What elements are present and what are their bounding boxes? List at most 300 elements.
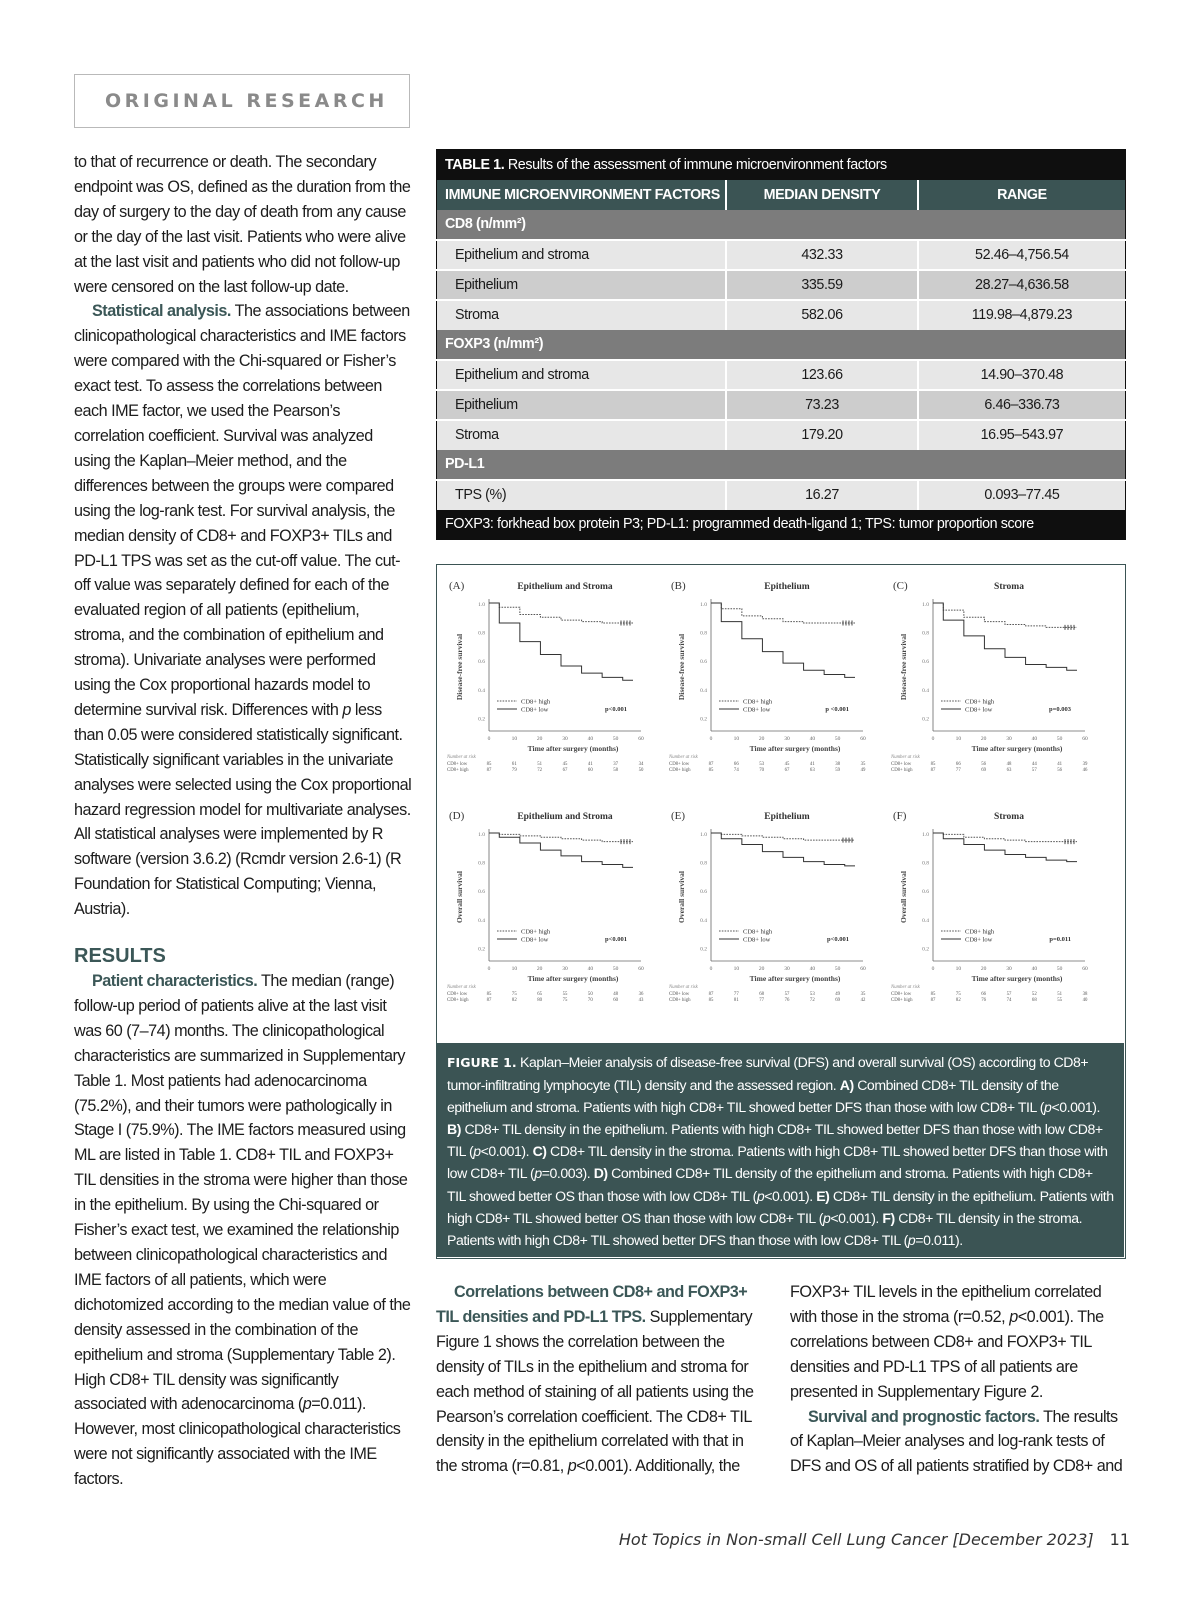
risk-row-high-label: CD8+ high [447, 998, 469, 1003]
risk-low-value: 48 [1006, 762, 1012, 767]
panel-title: Epithelium [764, 812, 810, 822]
risk-low-value: 77 [733, 992, 739, 997]
x-tick-label: 0 [709, 966, 713, 972]
left-column [74, 150, 412, 1492]
x-tick-label: 50 [834, 736, 841, 742]
risk-high-value: 63 [1006, 768, 1012, 773]
y-axis-title: Disease-free survival [455, 633, 464, 701]
correlations-heading: Correlations between CD8+ and FOXP3+ TIL densities and PD-L1 TPS. [436, 1283, 748, 1326]
risk-high-value: 67 [784, 768, 790, 773]
caption-text: CD8+ TIL density in the stroma. Patients with high CD8+ TIL showed better DFS than those with low CD8+ TIL ( [447, 1209, 1083, 1248]
table-row [437, 270, 1126, 300]
risk-low-value: 85 [486, 762, 492, 767]
y-tick-label: 0.6 [922, 889, 929, 896]
risk-low-value: 87 [708, 992, 714, 997]
stat-text-b: less than 0.05 were considered statistically significant. Statistically significant variables in the univariate analyses were selected using the Cox proportional hazard regression model for multivariate analyses. All statistical analyses were implemented by R software (version 3.6.2) (Rcmdr version 2.6-1) (R Foundation for Statistical Computing; Vienna, Austria). [74, 700, 412, 919]
table-1-grid [436, 149, 1126, 540]
x-axis-title: Time after surgery (months) [749, 744, 841, 753]
risk-high-value: 76 [981, 998, 987, 1003]
risk-low-value: 38 [835, 762, 841, 767]
col-header-range: RANGE [918, 180, 1126, 210]
foxp3-p: p [1009, 1307, 1018, 1326]
caption-panel-letter: D) [593, 1165, 608, 1182]
risk-low-value: 34 [638, 762, 644, 767]
y-tick-label: 0.8 [922, 860, 929, 867]
risk-low-value: 65 [537, 992, 543, 997]
risk-low-value: 37 [613, 762, 619, 767]
p-value-label: p<0.001 [605, 936, 627, 943]
risk-low-value: 61 [511, 762, 517, 767]
col-header-factor: IMMUNE MICROENVIRONMENT FACTORS [437, 180, 727, 210]
y-tick-label: 0.4 [478, 917, 485, 924]
caption-panel-letter: C) [532, 1143, 547, 1160]
y-tick-label: 0.2 [478, 716, 485, 723]
risk-high-value: 77 [759, 998, 765, 1003]
caption-text: =0.003). [541, 1165, 594, 1182]
journal-title: Hot Topics in Non-small Cell Lung Cancer [December 2023] [618, 1530, 1094, 1549]
table-cell-range: 16.95–543.97 [918, 420, 1126, 450]
risk-low-value: 57 [1006, 992, 1012, 997]
section-label-box [74, 74, 410, 128]
risk-high-value: 87 [486, 998, 492, 1003]
curve-cd8-high [711, 603, 855, 623]
risk-low-value: 51 [1057, 992, 1063, 997]
risk-high-value: 70 [587, 998, 593, 1003]
risk-low-value: 53 [809, 992, 815, 997]
x-tick-label: 10 [511, 966, 518, 972]
x-axis-title: Time after surgery (months) [971, 744, 1063, 753]
risk-low-value: 87 [708, 762, 714, 767]
table-row [437, 420, 1126, 450]
legend-label-low: CD8+ low [743, 706, 771, 714]
panel-title: Stroma [994, 812, 1024, 822]
risk-high-value: 70 [759, 768, 765, 773]
caption-text: CD8+ TIL density in the epithelium. Patients with high CD8+ TIL showed better DFS than those with low CD8+ TIL ( [447, 1121, 1103, 1160]
curve-cd8-low [711, 603, 855, 677]
caption-text: <0.001). [764, 1187, 817, 1204]
x-tick-label: 0 [931, 966, 935, 972]
p-value-label: p<0.001 [827, 936, 849, 943]
risk-high-value: 82 [511, 998, 517, 1003]
risk-row-high-label: CD8+ high [669, 998, 691, 1003]
legend-label-high: CD8+ high [965, 928, 995, 936]
stat-p: p [342, 700, 351, 719]
table-cell-range: 52.46–4,756.54 [918, 240, 1126, 270]
panel-title: Epithelium and Stroma [517, 812, 613, 822]
p-value-label: p=0.011 [1049, 936, 1071, 943]
y-axis-title: Disease-free survival [677, 633, 686, 701]
caption-text: CD8+ TIL density in the epithelium. Patients with high CD8+ TIL showed better OS than those with low CD8+ TIL ( [447, 1187, 1114, 1226]
risk-high-value: 68 [1031, 998, 1037, 1003]
table-cell-median: 432.33 [726, 240, 918, 270]
x-tick-label: 30 [562, 966, 568, 972]
caption-panel-letter: B) [447, 1121, 461, 1138]
x-tick-label: 40 [809, 966, 816, 972]
x-tick-label: 30 [784, 736, 790, 742]
risk-table-title: Number at risk [669, 755, 698, 760]
page-footer [600, 1530, 1130, 1549]
table-cell-median: 16.27 [726, 480, 918, 510]
y-tick-label: 0.6 [922, 659, 929, 666]
risk-low-value: 56 [981, 762, 987, 767]
panel-letter: (D) [449, 810, 465, 822]
caption-text: <0.001). [1051, 1099, 1100, 1116]
risk-high-value: 63 [809, 768, 815, 773]
page-number: 11 [1109, 1530, 1130, 1549]
endpoint-text: to that of recurrence or death. The secondary endpoint was OS, defined as the duration from the day of surgery to the day of death from any cause or the day of the last visit. Patients who were alive at the last visit and patients who did not follow-up were censored on the last follow-up date. [74, 153, 411, 296]
risk-low-value: 57 [784, 992, 790, 997]
table-group-row [437, 450, 1126, 480]
risk-row-high-label: CD8+ high [891, 768, 913, 773]
x-tick-label: 30 [562, 736, 568, 742]
table-1 [436, 149, 1126, 540]
correlations-text-a: Supplementary Figure 1 shows the correlation between the density of TILs in the epithelium and stroma for each method of staining of all patients using the Pearson’s correlation coefficient. The CD8+ TIL density in the epithelium correlated with that in the stroma (r=0.81, [436, 1307, 754, 1476]
table-cell-label: Stroma [437, 300, 727, 330]
table-footnote: FOXP3: forkhead box protein P3; PD-L1: programmed death-ligand 1; TPS: tumor proportion score [437, 510, 1126, 540]
x-tick-label: 0 [709, 736, 713, 742]
risk-low-value: 35 [860, 762, 866, 767]
risk-high-value: 43 [638, 998, 644, 1003]
y-tick-label: 1.0 [700, 832, 707, 838]
y-tick-label: 0.4 [922, 687, 929, 694]
risk-row-low-label: CD8+ low [669, 762, 690, 767]
risk-low-value: 41 [587, 762, 593, 767]
y-tick-label: 0.8 [700, 860, 707, 867]
legend-label-high: CD8+ high [743, 698, 773, 706]
risk-table-title: Number at risk [447, 985, 476, 990]
endpoint-paragraph [74, 150, 412, 299]
risk-low-value: 85 [930, 992, 936, 997]
section-label: ORIGINAL RESEARCH [105, 90, 388, 112]
y-tick-label: 0.8 [478, 860, 485, 867]
caption-panel-letter: A) [839, 1077, 854, 1094]
y-tick-label: 0.8 [700, 630, 707, 637]
x-tick-label: 60 [1082, 966, 1088, 972]
risk-high-value: 49 [860, 768, 866, 773]
table-group-row [437, 210, 1126, 240]
panel-title: Stroma [994, 582, 1024, 592]
x-tick-label: 40 [809, 736, 816, 742]
legend-label-high: CD8+ high [521, 928, 551, 936]
y-tick-label: 0.2 [700, 946, 707, 953]
col-header-median: MEDIAN DENSITY [726, 180, 918, 210]
y-axis-title: Overall survival [677, 871, 686, 923]
caption-p: p [756, 1187, 765, 1204]
stat-text-a: The associations between clinicopathological characteristics and IME factors were compared with the Chi-squared or Fisher’s exact test. To assess the correlations between each IME factor, we used the Pearson’s correlation coefficient. Survival was analyzed using the Kaplan–Meier method, and the differences between the groups were compared using the log-rank test. For survival analysis, the median density of CD8+ and FOXP3+ TILs and PD-L1 TPS was set as the cut-off value. The cut-off value was separately defined for each of the evaluated region of all patients (epithelium, stroma, and the combination of epithelium and stroma). Univariate analyses were performed using the Cox proportional hazards model to determine survival risk. Differences with [74, 302, 410, 719]
panel-letter: (B) [671, 580, 686, 592]
risk-high-value: 75 [562, 998, 568, 1003]
risk-low-value: 51 [537, 762, 543, 767]
curve-cd8-low [489, 603, 633, 680]
x-tick-label: 10 [733, 736, 740, 742]
y-tick-label: 1.0 [478, 832, 485, 838]
y-tick-label: 0.2 [922, 716, 929, 723]
risk-high-value: 85 [708, 768, 714, 773]
y-tick-label: 0.4 [478, 687, 485, 694]
y-tick-label: 0.4 [700, 917, 707, 924]
table-group-label: FOXP3 (n/mm²) [437, 330, 1126, 360]
risk-high-value: 80 [537, 998, 543, 1003]
risk-high-value: 50 [638, 768, 644, 773]
y-tick-label: 0.6 [700, 659, 707, 666]
legend-label-low: CD8+ low [965, 936, 993, 944]
risk-high-value: 81 [733, 998, 739, 1003]
risk-high-value: 57 [1031, 768, 1037, 773]
risk-high-value: 40 [1082, 998, 1088, 1003]
y-tick-label: 0.8 [922, 630, 929, 637]
risk-low-value: 44 [1031, 762, 1037, 767]
risk-row-high-label: CD8+ high [447, 768, 469, 773]
p-value-label: p <0.001 [825, 706, 849, 713]
risk-low-value: 45 [562, 762, 568, 767]
results-heading: RESULTS [74, 945, 166, 968]
risk-high-value: 77 [955, 768, 961, 773]
x-tick-label: 30 [1006, 966, 1012, 972]
y-tick-label: 0.6 [478, 659, 485, 666]
foxp3-text-a: FOXP3+ TIL levels in the epithelium correlated with those in the stroma (r=0.52, [790, 1283, 1102, 1326]
x-tick-label: 60 [638, 966, 644, 972]
risk-low-value: 85 [486, 992, 492, 997]
table-caption-row [437, 150, 1126, 180]
risk-low-value: 48 [613, 992, 619, 997]
legend-label-high: CD8+ high [743, 928, 773, 936]
table-cell-label: Epithelium and stroma [437, 240, 727, 270]
x-tick-label: 50 [612, 736, 619, 742]
legend-label-low: CD8+ low [965, 706, 993, 714]
x-tick-label: 40 [1031, 966, 1038, 972]
bottom-right-column [790, 1280, 1130, 1479]
table-cell-label: Epithelium and stroma [437, 360, 727, 390]
risk-high-value: 60 [587, 768, 593, 773]
risk-table-title: Number at risk [669, 985, 698, 990]
x-tick-label: 20 [536, 966, 543, 972]
foxp3-text-b: <0.001). The correlations between CD8+ and FOXP3+ TIL densities and PD-L1 TPS of all patients are presented in Supplementary Figure 2. [790, 1307, 1104, 1401]
table-group-label: PD-L1 [437, 450, 1126, 480]
risk-row-low-label: CD8+ low [447, 762, 468, 767]
pc-text-a: The median (range) follow-up period of patients alive at the last visit was 60 (7–74) months. The clinicopathological characteristics are summarized in Supplementary Table 1. Most patients had adenocarcinoma (75.2%), and their tumors were pathologically in Stage I (75.9%). The IME factors measured using ML are listed in Table 1. CD8+ TIL and FOXP3+ TIL densities in the stroma were higher than those in the epithelium. By using the Chi-squared or Fisher’s exact test, we examined the relationship between clinicopathological characteristics and IME factors of all patients, which were dichotomized according to the median value of the density assessed in the combination of the epithelium and stroma (Supplementary Table 2). High CD8+ TIL density was significantly associated with adenocarcinoma ( [74, 972, 411, 1414]
y-tick-label: 0.4 [922, 917, 929, 924]
figure-1-caption [437, 1043, 1124, 1257]
table-cell-label: TPS (%) [437, 480, 727, 510]
survival-text: The results of Kaplan–Meier analyses and log-rank tests of DFS and OS of all patients stratified by CD8+ and [790, 1407, 1123, 1476]
risk-low-value: 75 [511, 992, 517, 997]
risk-low-value: 39 [1082, 762, 1088, 767]
risk-high-value: 67 [562, 768, 568, 773]
risk-low-value: 36 [638, 992, 644, 997]
x-tick-label: 10 [733, 966, 740, 972]
risk-low-value: 66 [981, 992, 987, 997]
patient-characteristics-paragraph [74, 969, 412, 1492]
correlations-p: p [567, 1457, 577, 1476]
risk-high-value: 72 [537, 768, 543, 773]
y-tick-label: 0.2 [700, 716, 707, 723]
x-tick-label: 50 [834, 966, 841, 972]
risk-row-high-label: CD8+ high [669, 768, 691, 773]
bottom-left-column [436, 1280, 766, 1479]
risk-low-value: 38 [1082, 992, 1088, 997]
x-tick-label: 20 [980, 736, 987, 742]
caption-p: p [823, 1209, 831, 1226]
foxp3-paragraph [790, 1280, 1130, 1405]
risk-row-low-label: CD8+ low [447, 992, 468, 997]
y-tick-label: 1.0 [922, 832, 929, 838]
risk-high-value: 74 [733, 768, 739, 773]
x-tick-label: 50 [1056, 966, 1063, 972]
risk-low-value: 45 [784, 762, 790, 767]
x-axis-title: Time after surgery (months) [527, 974, 619, 983]
survival-paragraph [790, 1405, 1130, 1480]
risk-high-value: 42 [860, 998, 866, 1003]
risk-high-value: 59 [835, 768, 841, 773]
curve-cd8-high [933, 833, 1077, 842]
pc-p: p [302, 1395, 312, 1414]
caption-panel-letter: E) [816, 1187, 830, 1204]
caption-text: CD8+ TIL density in the stroma. Patients with high CD8+ TIL showed better DFS than those with low CD8+ TIL ( [447, 1143, 1108, 1182]
caption-text: Combined CD8+ TIL density of the epithelium and stroma. Patients with high CD8+ TIL showed better DFS than those with low CD8+ TIL ( [447, 1077, 1059, 1116]
risk-high-value: 82 [955, 998, 961, 1003]
risk-low-value: 49 [835, 992, 841, 997]
y-tick-label: 0.8 [478, 630, 485, 637]
x-tick-label: 40 [1031, 736, 1038, 742]
caption-p: p [907, 1231, 916, 1248]
figure-1-plots [437, 565, 1124, 1043]
risk-low-value: 50 [587, 992, 593, 997]
risk-low-value: 85 [930, 762, 936, 767]
x-tick-label: 20 [758, 736, 765, 742]
x-tick-label: 20 [980, 966, 987, 972]
risk-table-title: Number at risk [891, 755, 920, 760]
curve-cd8-low [933, 603, 1077, 670]
risk-high-value: 85 [708, 998, 714, 1003]
caption-text: <0.001). [830, 1209, 883, 1226]
risk-high-value: 69 [981, 768, 987, 773]
risk-high-value: 60 [613, 998, 619, 1003]
table-group-row [437, 330, 1126, 360]
x-tick-label: 60 [860, 736, 866, 742]
table-caption [437, 150, 1126, 180]
y-axis-title: Overall survival [455, 871, 464, 923]
risk-low-value: 55 [562, 992, 568, 997]
p-value-label: p=0.003 [1049, 706, 1071, 713]
x-tick-label: 0 [487, 966, 491, 972]
pc-text-b: =0.011). However, most clinicopathological characteristics were not significantly associated with the IME factors. [74, 1395, 401, 1489]
table-row [437, 240, 1126, 270]
caption-text: Kaplan–Meier analysis of disease-free survival (DFS) and overall survival (OS) according to CD8+ tumor-infiltrating lymphocyte (TIL) density and the assessed region. [447, 1054, 1089, 1094]
legend-label-high: CD8+ high [965, 698, 995, 706]
caption-panel-letter: F) [882, 1209, 895, 1226]
y-axis-title: Disease-free survival [899, 633, 908, 701]
risk-high-value: 69 [835, 998, 841, 1003]
x-tick-label: 40 [587, 736, 594, 742]
y-tick-label: 1.0 [478, 602, 485, 608]
correlations-paragraph [436, 1280, 766, 1479]
caption-p: p [1044, 1099, 1052, 1116]
legend-label-high: CD8+ high [521, 698, 551, 706]
table-row [437, 300, 1126, 330]
table-row [437, 480, 1126, 510]
table-cell-range: 0.093–77.45 [918, 480, 1126, 510]
risk-row-low-label: CD8+ low [669, 992, 690, 997]
y-axis-title: Overall survival [899, 871, 908, 923]
patient-characteristics-heading: Patient characteristics. [92, 972, 258, 990]
figure-caption-label: FIGURE 1. [447, 1055, 517, 1070]
x-tick-label: 50 [612, 966, 619, 972]
x-tick-label: 50 [1056, 736, 1063, 742]
table-cell-range: 14.90–370.48 [918, 360, 1126, 390]
x-tick-label: 0 [931, 736, 935, 742]
correlations-text-b: <0.001). Additionally, the [576, 1457, 740, 1476]
table-cell-range: 119.98–4,879.23 [918, 300, 1126, 330]
x-tick-label: 20 [758, 966, 765, 972]
table-cell-label: Epithelium [437, 390, 727, 420]
survival-heading: Survival and prognostic factors. [808, 1407, 1040, 1426]
risk-low-value: 52 [1031, 992, 1037, 997]
panel-letter: (F) [893, 810, 907, 822]
panel-title: Epithelium [764, 582, 810, 592]
x-axis-title: Time after surgery (months) [749, 974, 841, 983]
table-group-label: CD8 (n/mm²) [437, 210, 1126, 240]
panel-title: Epithelium and Stroma [517, 582, 613, 592]
y-tick-label: 0.6 [700, 889, 707, 896]
panel-letter: (E) [671, 810, 686, 822]
x-axis-title: Time after surgery (months) [527, 744, 619, 753]
caption-text: Combined CD8+ TIL density of the epithelium and stroma. Patients with high CD8+ TIL showed better OS than those with low CD8+ TIL ( [447, 1165, 1093, 1204]
risk-high-value: 46 [1082, 768, 1088, 773]
table-row [437, 390, 1126, 420]
x-tick-label: 10 [955, 966, 962, 972]
curve-cd8-low [933, 833, 1077, 862]
caption-text: =0.011). [915, 1231, 963, 1248]
caption-text: <0.001). [480, 1143, 533, 1160]
table-caption-label: TABLE 1. [445, 156, 505, 173]
table-cell-range: 6.46–336.73 [918, 390, 1126, 420]
legend-label-low: CD8+ low [521, 706, 549, 714]
risk-low-value: 41 [809, 762, 815, 767]
risk-low-value: 35 [860, 992, 866, 997]
risk-high-value: 76 [784, 998, 790, 1003]
legend-label-low: CD8+ low [743, 936, 771, 944]
risk-high-value: 87 [930, 998, 936, 1003]
figure-1 [436, 564, 1126, 1259]
panel-letter: (A) [449, 580, 465, 592]
statistical-analysis-heading: Statistical analysis. [92, 302, 231, 321]
risk-low-value: 66 [955, 762, 961, 767]
table-cell-median: 335.59 [726, 270, 918, 300]
table-cell-median: 179.20 [726, 420, 918, 450]
table-cell-label: Epithelium [437, 270, 727, 300]
x-tick-label: 60 [1082, 736, 1088, 742]
panel-letter: (C) [893, 580, 908, 592]
table-cell-range: 28.27–4,636.58 [918, 270, 1126, 300]
x-tick-label: 60 [860, 966, 866, 972]
table-cell-median: 582.06 [726, 300, 918, 330]
legend-label-low: CD8+ low [521, 936, 549, 944]
risk-row-low-label: CD8+ low [891, 992, 912, 997]
caption-p: p [534, 1165, 542, 1182]
y-tick-label: 1.0 [700, 602, 707, 608]
table-caption-text: Results of the assessment of immune microenvironment factors [504, 156, 887, 173]
risk-high-value: 58 [613, 768, 619, 773]
table-row [437, 360, 1126, 390]
caption-p: p [473, 1143, 481, 1160]
x-tick-label: 20 [536, 736, 543, 742]
risk-low-value: 75 [955, 992, 961, 997]
x-tick-label: 0 [487, 736, 491, 742]
risk-table-title: Number at risk [891, 985, 920, 990]
x-tick-label: 10 [955, 736, 962, 742]
risk-row-high-label: CD8+ high [891, 998, 913, 1003]
x-tick-label: 60 [638, 736, 644, 742]
